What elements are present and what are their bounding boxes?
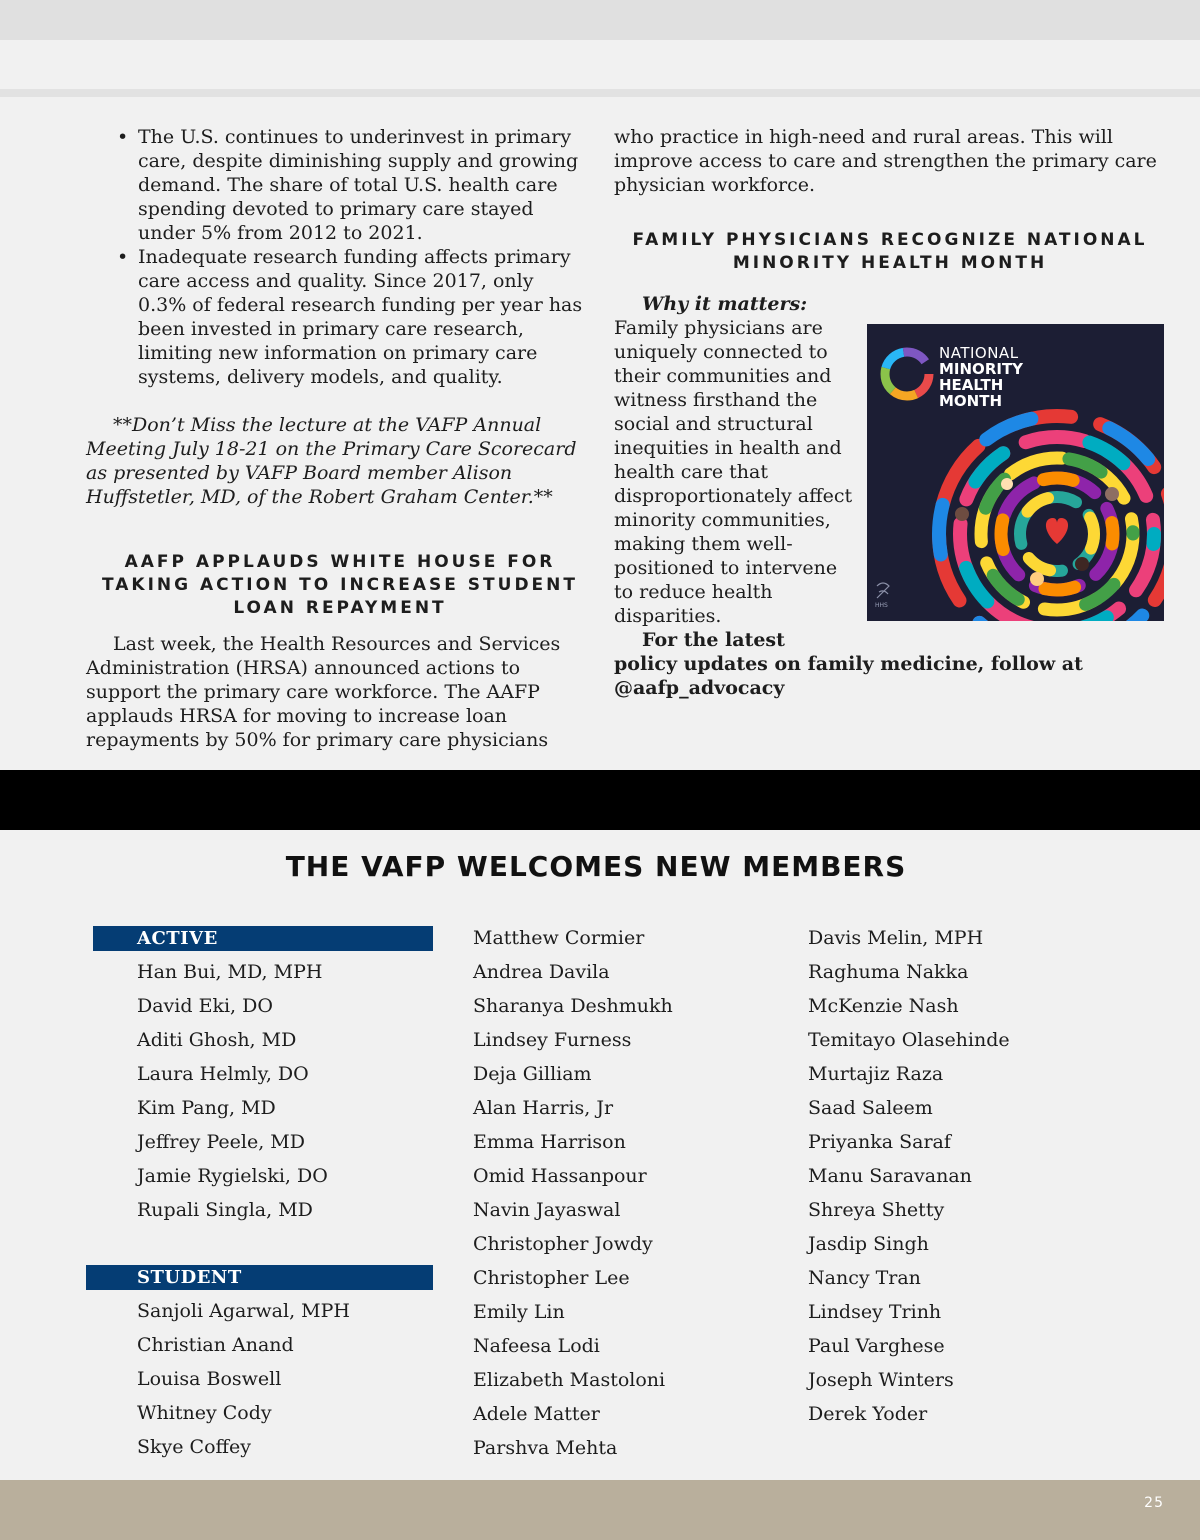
list-item: Jasdip Singh: [808, 1233, 929, 1255]
list-item: Emma Harrison: [473, 1131, 626, 1153]
active-members-list: [137, 955, 328, 1227]
list-item: Jeffrey Peele, MD: [137, 1131, 305, 1153]
list-item: Derek Yoder: [808, 1403, 928, 1425]
list-item: Emily Lin: [473, 1301, 565, 1323]
list-item: Temitayo Olasehinde: [808, 1029, 1010, 1051]
top-band: [0, 0, 1200, 40]
list-item: Paul Varghese: [808, 1335, 945, 1357]
bullet-item: • The U.S. continues to underinvest in primary care, despite diminishing supply and growing demand. The share of total U.S. health care spending devoted to primary care stayed under 5% from 2012 to 2021.: [138, 125, 586, 245]
list-item: Nancy Tran: [808, 1267, 921, 1289]
list-item: Lindsey Furness: [473, 1029, 632, 1051]
bullet-list: [86, 125, 586, 389]
page-number: 25: [1144, 1495, 1164, 1511]
list-item: McKenzie Nash: [808, 995, 959, 1017]
list-item: Andrea Davila: [473, 961, 610, 983]
poster-title-line: MONTH: [939, 392, 1003, 410]
list-item: Saad Saleem: [808, 1097, 933, 1119]
list-item: Deja Gilliam: [473, 1063, 592, 1085]
aafp-body: Last week, the Health Resources and Services Administration (HRSA) announced actions to support the primary care workforce. The AAFP applauds HRSA for moving to increase loan repayments by 50% for primary care physicians: [86, 633, 561, 751]
list-item: Christopher Jowdy: [473, 1233, 653, 1255]
list-item: David Eki, DO: [137, 995, 273, 1017]
list-item: Manu Saravanan: [808, 1165, 972, 1187]
poster-title-line: MINORITY: [939, 360, 1024, 378]
heart-icon: [1046, 518, 1068, 544]
aafp-heading: AAFP APPLAUDS WHITE HOUSE FOR TAKING ACTION TO INCREASE STUDENT LOAN REPAYMENT: [101, 552, 578, 618]
why-body: Family physicians are uniquely connected to their communities and witness firsthand the social and structural inequities in health and health care that disproportionately affect minority communities, making them well-positioned to intervene to reduce health disparities.: [614, 317, 853, 627]
list-item: Kim Pang, MD: [137, 1097, 276, 1119]
section-divider-bar: [0, 770, 1200, 830]
list-item: Sharanya Deshmukh: [473, 995, 673, 1017]
list-item: Jamie Rygielski, DO: [137, 1165, 328, 1187]
list-item: Whitney Cody: [137, 1402, 272, 1424]
new-members-title: THE VAFP WELCOMES NEW MEMBERS: [285, 850, 907, 883]
hhs-logo-icon: [877, 583, 889, 598]
list-item: Navin Jayaswal: [473, 1199, 621, 1221]
minority-health-month-poster: [867, 324, 1164, 621]
list-item: Rupali Singla, MD: [137, 1199, 313, 1221]
minority-health-heading: FAMILY PHYSICIANS RECOGNIZE NATIONAL MINORITY HEALTH MONTH: [632, 230, 1148, 273]
footer-band: [0, 1480, 1200, 1540]
list-item: Christopher Lee: [473, 1267, 630, 1289]
list-item: Lindsey Trinh: [808, 1301, 942, 1323]
list-item: Raghuma Nakka: [808, 961, 969, 983]
list-item: Adele Matter: [473, 1403, 600, 1425]
left-column: [86, 125, 586, 752]
why-label: Why it matters:: [642, 293, 808, 315]
list-item: Priyanka Saraf: [808, 1131, 951, 1153]
list-item: Louisa Boswell: [137, 1368, 282, 1390]
student-members-list-2: [473, 921, 673, 1465]
list-item: Shreya Shetty: [808, 1199, 945, 1221]
top-divider: [0, 89, 1200, 97]
student-label: STUDENT: [86, 1265, 433, 1290]
list-item: Skye Coffey: [137, 1436, 251, 1458]
hrsa-continuation: who practice in high-need and rural areas. This will improve access to care and strengthen the primary care physician workforce.: [614, 126, 1157, 196]
rainbow-swirl-icon: [885, 352, 929, 396]
list-item: Parshva Mehta: [473, 1437, 618, 1459]
follow-line-1: For the latest: [642, 629, 785, 651]
list-item: Aditi Ghosh, MD: [137, 1029, 297, 1051]
list-item: Laura Helmly, DO: [137, 1063, 309, 1085]
poster-title-line: NATIONAL: [939, 344, 1019, 362]
list-item: Sanjoli Agarwal, MPH: [137, 1300, 350, 1322]
student-members-list-3: [808, 921, 1010, 1431]
list-item: Alan Harris, Jr: [473, 1097, 614, 1119]
list-item: Nafeesa Lodi: [473, 1335, 600, 1357]
student-members-list-1: [137, 1294, 350, 1464]
advocacy-handle: @aafp_advocacy: [614, 677, 785, 699]
bullet-item: • Inadequate research funding affects primary care access and quality. Since 2017, only 0.3% of federal research funding per year has been invested in primary care research, limiting new information on primary care systems, delivery models, and quality.: [138, 245, 586, 389]
list-item: Murtajiz Raza: [808, 1063, 944, 1085]
poster-title-line: HEALTH: [939, 376, 1004, 394]
active-label: ACTIVE: [93, 926, 433, 951]
follow-line-2: policy updates on family medicine, follow at: [614, 653, 1083, 675]
list-item: Omid Hassanpour: [473, 1165, 647, 1187]
list-item: Joseph Winters: [808, 1369, 954, 1391]
poster-title: [939, 345, 1023, 409]
list-item: Elizabeth Mastoloni: [473, 1369, 666, 1391]
list-item: Matthew Cormier: [473, 927, 645, 949]
hhs-logo-label: HHS: [875, 602, 888, 609]
list-item: Han Bui, MD, MPH: [137, 961, 323, 983]
list-item: Davis Melin, MPH: [808, 927, 984, 949]
why-it-matters-block: [614, 292, 854, 628]
list-item: Christian Anand: [137, 1334, 294, 1356]
lecture-note: **Don’t Miss the lecture at the VAFP Annual Meeting July 18-21 on the Primary Care Scorecard as presented by VAFP Board member Alison Huffstetler, MD, of the Robert Graham Center.**: [86, 414, 577, 508]
